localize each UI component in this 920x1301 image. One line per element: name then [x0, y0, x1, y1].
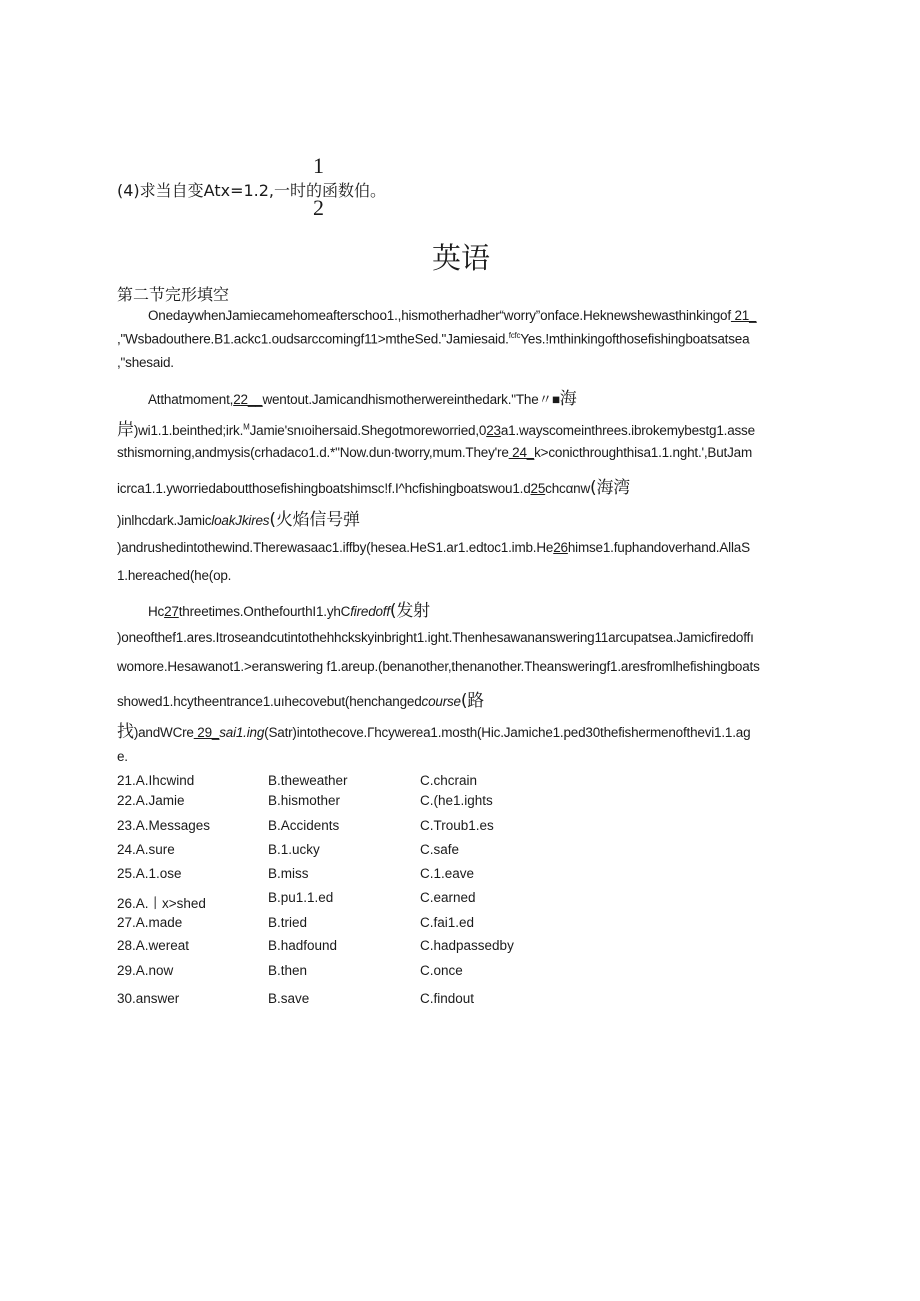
option-c: C.safe — [420, 842, 460, 857]
passage-line: 岸)wi1.1.beinthed;irk.$^M$Jamie'snıoihersaid.Shegotmoreworried,023a1.wayscomeinthrees.ibrokemybestg1.asse — [117, 420, 755, 440]
option-c: C.(he1.ights — [420, 793, 493, 808]
option-c: C.once — [420, 963, 463, 978]
option-b: B.pu1.1.ed — [268, 890, 334, 905]
math-question: (4)求当自变Atx=1.2,一时的函数伯。 — [117, 181, 387, 200]
option-a: 27.A.made — [117, 915, 183, 930]
section-heading: 第二节完形填空 — [117, 285, 230, 304]
option-c: C.chcrain — [420, 773, 478, 788]
passage-line: Hc27threetimes.OnthefourthI1.yhCfiredoff(发射 — [148, 601, 430, 621]
option-c: C.earned — [420, 890, 476, 905]
passage-line: )oneofthef1.ares.Itroseandcutintothehhckskyinbright1.ight.Thenhesawananswering11arcupatsea.Jamicfiredoffı — [117, 630, 754, 645]
passage-line: womore.Hesawanot1.>eranswering f1.areup.(benanother,thenanother.Theansweringf1.aresfromlhefishingboats — [117, 659, 760, 674]
blank-25: 25 — [530, 481, 546, 496]
blank-26: 26 — [553, 540, 568, 555]
option-c: C.findout — [420, 991, 475, 1006]
passage-line: Atthatmoment,22__wentout.Jamicandhismotherwereinthedark."The〃■海 — [148, 389, 577, 409]
blank-22: 22__ — [233, 392, 263, 407]
option-c: C.fai1.ed — [420, 915, 475, 930]
option-a: 29.A.now — [117, 963, 174, 978]
option-b: B.hadfound — [268, 938, 338, 953]
option-c: C.hadpassedby — [420, 938, 514, 953]
passage-line: 1.hereached(he(op. — [117, 568, 232, 583]
blank-29: 29_ — [193, 725, 220, 740]
blank-24: 24_ — [508, 445, 535, 460]
option-a: 30.answer — [117, 991, 180, 1006]
passage-line: sthismorning,andmysis(crhadaco1.d.*"Now.dun∙tworry,mum.They're 24_k>conicthroughthisa1.1.nght.',ButJam — [117, 445, 752, 460]
passage-line: ,"shesaid. — [117, 355, 174, 370]
option-b: B.save — [268, 991, 310, 1006]
option-b: B.1.ucky — [268, 842, 320, 857]
passage-line: )inlhcdark.JamicloakJkires(火焰信号弹 — [117, 510, 360, 530]
blank-23: 23 — [486, 423, 501, 438]
option-b: B.theweather — [268, 773, 348, 788]
option-b: B.then — [268, 963, 308, 978]
option-c: C.1.eave — [420, 866, 475, 881]
option-a: 26.A.丨x>shed — [117, 896, 206, 911]
fraction-numerator: 1 — [313, 153, 324, 178]
page-title: 英语 — [432, 241, 491, 275]
option-a: 22.A.Jamie — [117, 793, 185, 808]
blank-27: 27 — [164, 604, 179, 619]
passage-line: e. — [117, 749, 128, 764]
option-a: 25.A.1.ose — [117, 866, 182, 881]
passage-line: ,"Wsbadouthere.B1.ackc1.oudsarccomingf11>mtheSed."Jamiesaid.$^{fcfc}$Yes.!mthinkingofthosefishingboatsatsea — [117, 331, 750, 347]
passage-line: showed1.hcytheentrance1.uıhecovebut(henchangedcourse(路 — [117, 691, 485, 711]
option-b: B.Accidents — [268, 818, 340, 833]
passage-line: )andrushedintothewind.Therewasaac1.iffby(hesea.HeS1.ar1.edtoc1.imb.He26himse1.fuphandoverhand.AllaS — [117, 540, 750, 555]
option-a: 23.A.Messages — [117, 818, 211, 833]
option-b: B.hismother — [268, 793, 341, 808]
passage-line: icrca1.1.yworriedaboutthosefishingboatshimsc!f.I^hcfishingboatswou1.d25chcαnw(海湾 — [117, 478, 631, 498]
option-b: B.tried — [268, 915, 308, 930]
option-a: 28.A.wereat — [117, 938, 190, 953]
option-b: B.miss — [268, 866, 309, 881]
fraction-denominator: 2 — [313, 195, 324, 220]
passage-line: OnedaywhenJamiecamehomeafterschoo1.,hismotherhadher“worry”onface.Heknewshewasthinkingof 21_ — [148, 308, 757, 323]
option-c: C.Troub1.es — [420, 818, 494, 833]
option-a: 24.A.sure — [117, 842, 175, 857]
passage-line: 找)andWCre 29_sai1.ing(Satr)intothecove.Гhcywerea1.mosth(Hic.Jamiche1.ped30thefishermenofthevi1.1.ag — [117, 722, 751, 742]
option-a: 21.A.Ihcwind — [117, 773, 195, 788]
blank-21: 21_ — [730, 308, 757, 323]
